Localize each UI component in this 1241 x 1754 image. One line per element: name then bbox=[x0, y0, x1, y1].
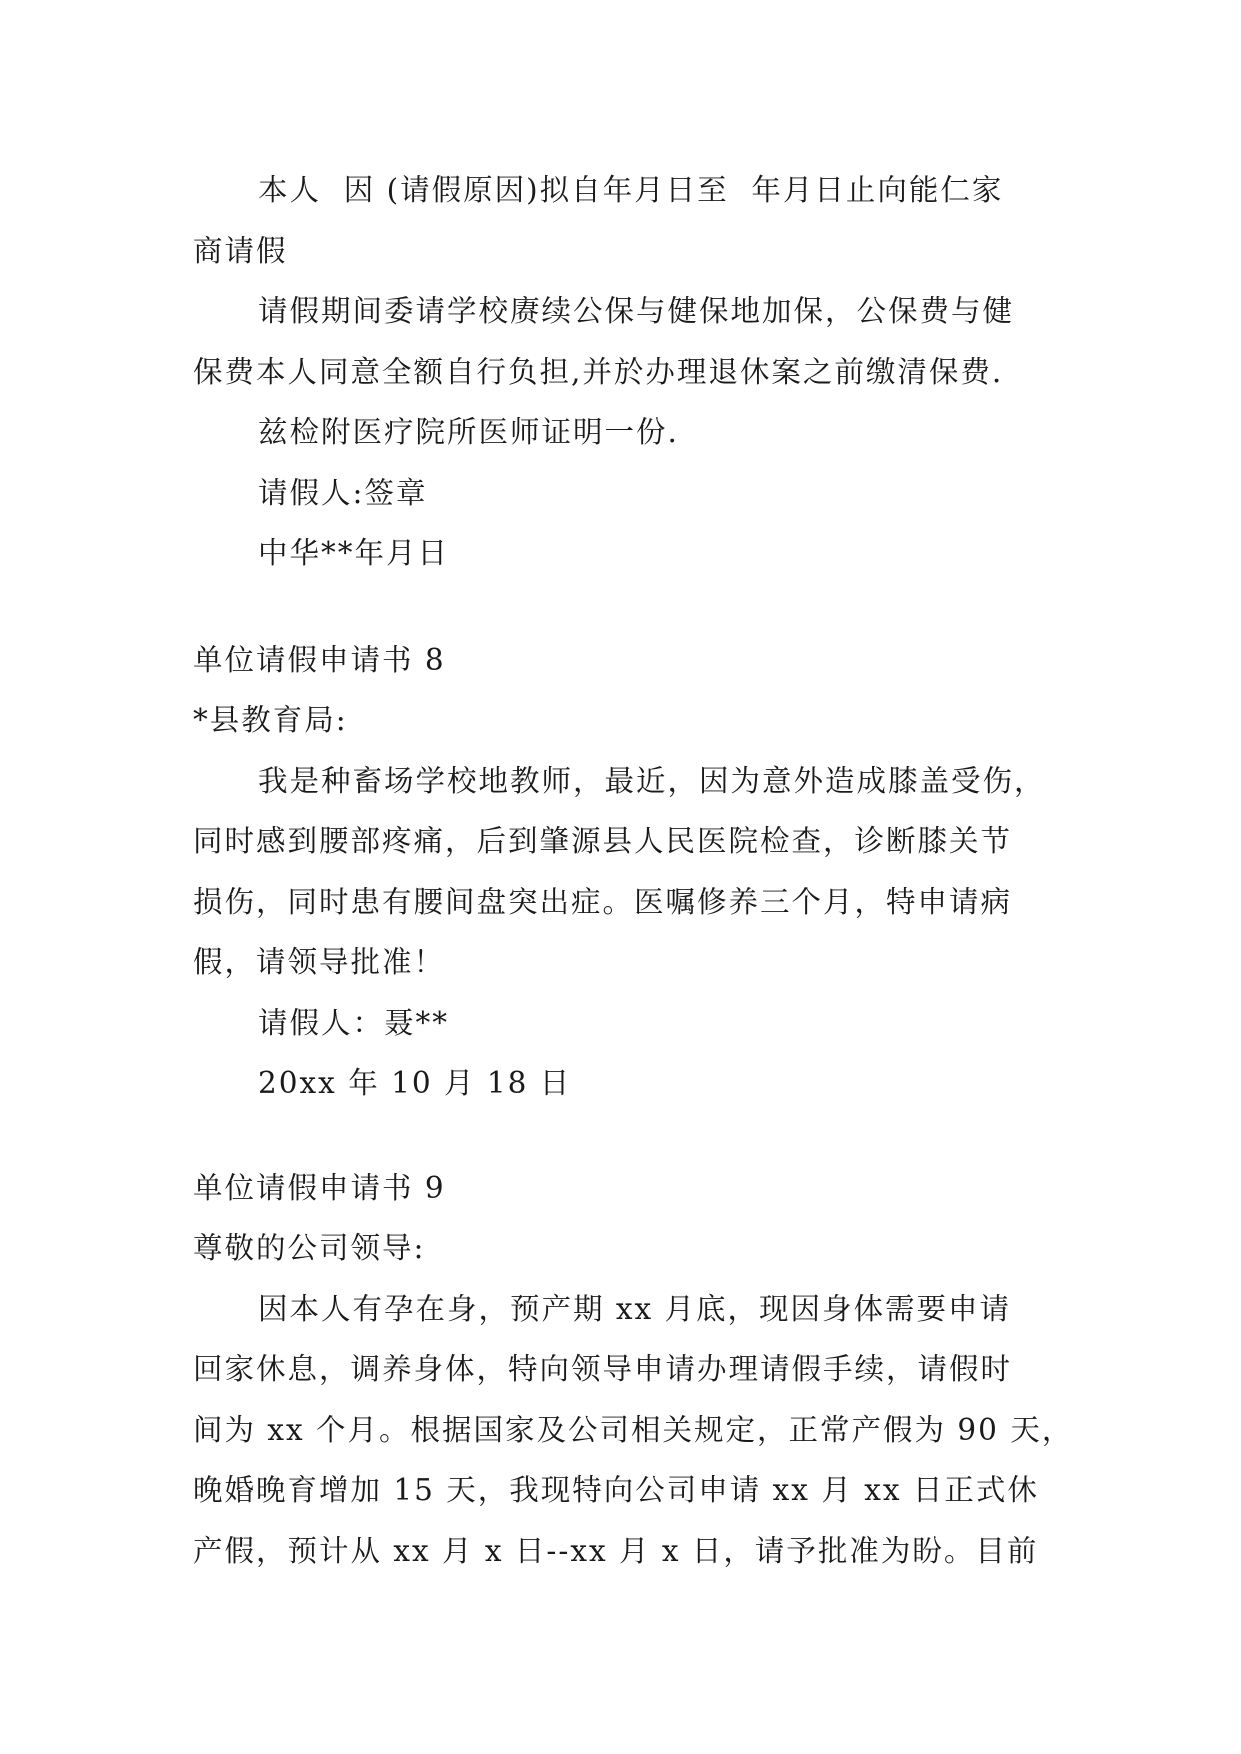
section-9 bbox=[193, 1158, 1074, 1582]
document-page bbox=[193, 160, 1074, 1581]
salutation: 尊敬的公司领导: bbox=[193, 1231, 426, 1265]
section-spacer bbox=[193, 1114, 1053, 1158]
paragraph-line: 产假，预计从 xx 月 x 日--xx 月 x 日，请予批准为盼。目前 bbox=[193, 1533, 1039, 1568]
paragraph-line: 损伤，同时患有腰间盘突出症。医嘱修养三个月，特申请病 bbox=[193, 884, 1013, 919]
section-spacer bbox=[193, 584, 1053, 630]
paragraph-line: 间为 xx 个月。根据国家及公司相关规定，正常产假为 90 天， bbox=[193, 1412, 1074, 1447]
section-8 bbox=[193, 630, 1053, 1114]
paragraph-line: 因本人有孕在身，预产期 xx 月底，现因身体需要申请 bbox=[258, 1291, 1012, 1326]
paragraph-line: 请假期间委请学校赓续公保与健保地加保，公保费与健 bbox=[258, 294, 1015, 328]
date-line: 20xx 年 10 月 18 日 bbox=[258, 1066, 572, 1100]
paragraph-line: 同时感到腰部疼痛，后到肇源县人民医院检查，诊断膝关节 bbox=[193, 824, 1013, 858]
paragraph-line: 晚婚晚育增加 15 天，我现特向公司申请 xx 月 xx 日正式休 bbox=[193, 1473, 1039, 1507]
signer-line: 请假人：聂** bbox=[258, 1005, 450, 1040]
paragraph-line: 商请假 bbox=[193, 233, 288, 268]
paragraph-line: 回家休息，调养身体，特向领导申请办理请假手续，请假时 bbox=[193, 1352, 1013, 1386]
paragraph-line: 假，请领导批准！ bbox=[193, 945, 446, 979]
paragraph-line: 我是种畜场学校地教师，最近，因为意外造成膝盖受伤， bbox=[258, 763, 1046, 798]
paragraph-line: 保费本人同意全额自行负担,并於办理退休案之前缴清保费. bbox=[193, 354, 1004, 389]
signer-line: 请假人:签章 bbox=[258, 475, 428, 510]
paragraph-line: 兹检附医疗院所医师证明一份. bbox=[258, 415, 679, 449]
salutation: *县教育局: bbox=[193, 703, 348, 737]
date-line: 中华**年月日 bbox=[258, 536, 450, 570]
paragraph-line: 本人 因 (请假原因)拟自年月日至 年月日止向能仁家 bbox=[258, 173, 1004, 207]
section-title: 单位请假申请书 9 bbox=[193, 1170, 446, 1205]
section-7-tail bbox=[193, 160, 1053, 584]
section-title: 单位请假申请书 8 bbox=[193, 642, 446, 677]
